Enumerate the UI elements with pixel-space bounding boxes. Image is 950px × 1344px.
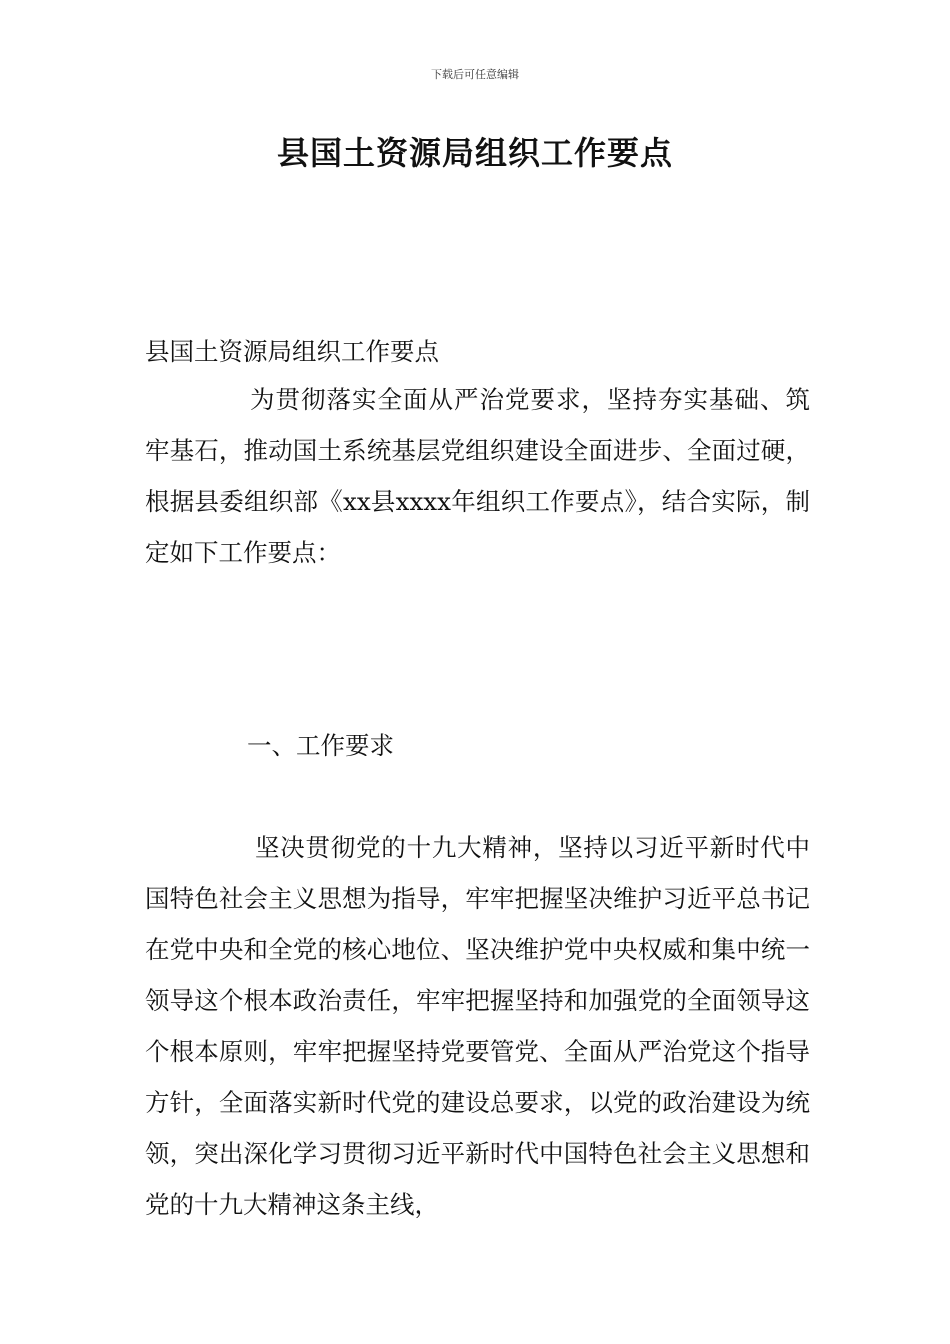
document-title: 县国土资源局组织工作要点 (276, 134, 673, 172)
section-heading: 一、工作要求 (247, 731, 394, 760)
section-paragraph: 坚决贯彻党的十九大精神，坚持以习近平新时代中国特色社会主义思想为指导，牢牢把握坚决维护习近平总书记在党中央和全党的核心地位、坚决维护党中央权威和集中统一领导这个根本政治责任，牢牢把握坚持和加强党的全面领导这个根本原则，牢牢把握坚持党要管党、全面从严治党这个指导方针，全面落实新时代党的建设总要求，以党的政治建设为统领，突出深化学习贯彻习近平新时代中国特色社会主义思想和党的十九大精神这条主线， (145, 833, 810, 1219)
header-note: 下载后可任意编辑 (431, 68, 519, 81)
document-subtitle: 县国土资源局组织工作要点 (145, 337, 439, 366)
intro-paragraph: 为贯彻落实全面从严治党要求，坚持夯实基础、筑牢基石，推动国土系统基层党组织建设全面进步、全面过硬，根据县委组织部《xx县xxxx年组织工作要点》，结合实际，制定如下工作要点： (145, 385, 810, 567)
